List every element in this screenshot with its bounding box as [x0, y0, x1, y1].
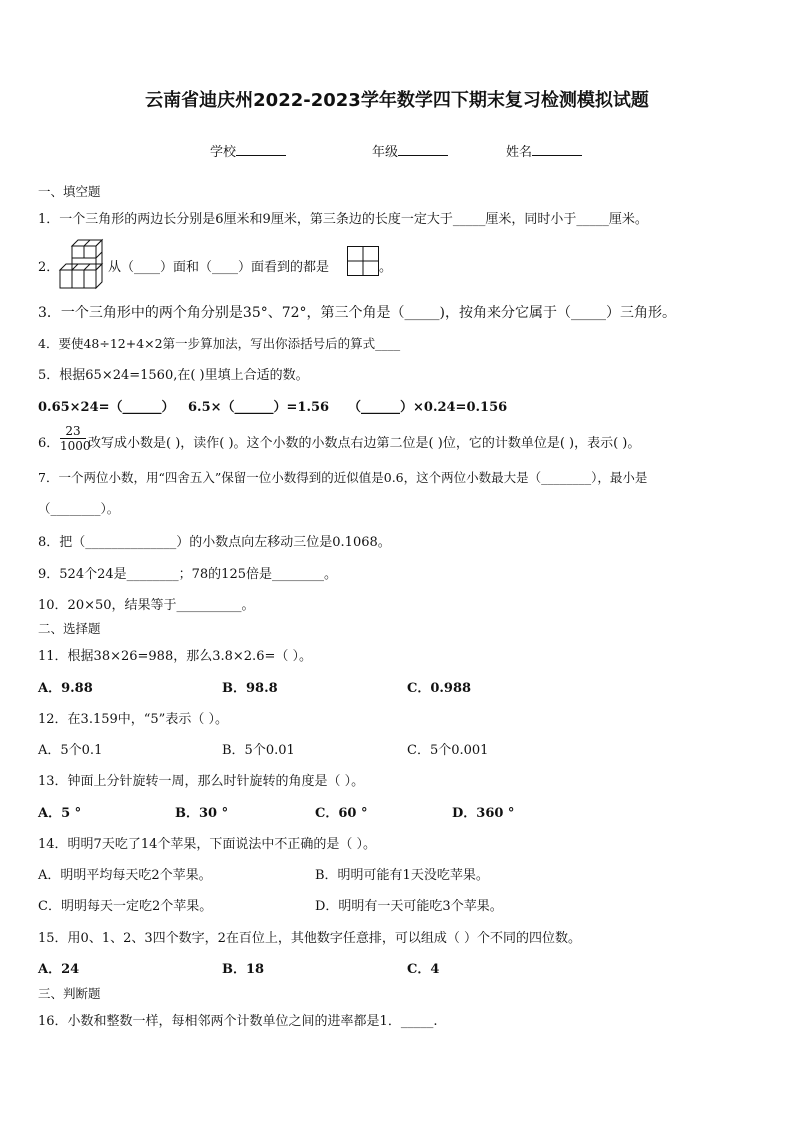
q12-option-c[interactable]: C．5个0.001 [407, 743, 489, 758]
q12-option-b[interactable]: B．5个0.01 [222, 743, 295, 758]
question-10: 10．20×50，结果等于__________。 [38, 598, 255, 613]
question-5-item-1: 0.65×24=（______） [38, 400, 175, 415]
q13-option-c[interactable]: C．60 ° [315, 806, 368, 821]
section-judge: 三、判断题 [38, 986, 101, 1001]
question-5: 5．根据65×24=1560,在( )里填上合适的数。 [38, 368, 309, 383]
question-2-number: 2． [38, 260, 60, 275]
question-11: 11．根据38×26=988，那么3.8×2.6=（ ）。 [38, 649, 312, 664]
fraction-denominator: 1000 [60, 439, 91, 453]
question-5-item-3: （______）×0.24=0.156 [348, 400, 508, 415]
q11-option-a[interactable]: A．9.88 [38, 681, 93, 696]
q11-option-b[interactable]: B．98.8 [222, 681, 278, 696]
name-field [506, 141, 582, 160]
q14-option-c[interactable]: C．明明每天一定吃2个苹果。 [38, 899, 213, 914]
question-7-continued: （________）。 [38, 501, 120, 516]
fraction-numerator: 23 [60, 424, 86, 439]
school-blank[interactable] [236, 141, 286, 156]
grade-label: 年级 [372, 145, 399, 160]
square-grid-figure [347, 246, 379, 276]
question-5-item-2: 6.5×（______）=1.56 [188, 400, 330, 415]
name-blank[interactable] [532, 141, 582, 156]
q15-option-c[interactable]: C．4 [407, 962, 440, 977]
q13-option-a[interactable]: A．5 ° [38, 806, 82, 821]
question-6: 改写成小数是( )，读作( )。这个小数的小数点右边第二位是( )位，它的计数单位是( )，表示( )。 [88, 436, 641, 451]
question-8: 8．把（______________）的小数点向左移动三位是0.1068。 [38, 535, 391, 550]
question-4: 4．要使48÷12+4×2第一步算加法，写出你添括号后的算式____ [38, 336, 401, 351]
q12-option-a[interactable]: A．5个0.1 [38, 743, 103, 758]
name-label: 姓名 [506, 145, 533, 160]
grade-field [372, 141, 448, 160]
q13-option-d[interactable]: D．360 ° [452, 806, 515, 821]
question-1: 1．一个三角形的两边长分别是6厘米和9厘米，第三条边的长度一定大于_____厘米，同时小于_____厘米。 [38, 212, 648, 227]
question-3: 3．一个三角形中的两个角分别是35°、72°，第三个角是（_____)，按角来分它属于（_____）三角形。 [38, 305, 676, 321]
fraction [60, 424, 91, 453]
question-15: 15．用0、1、2、3四个数字，2在百位上，其他数字任意排，可以组成（ ）个不同的四位数。 [38, 931, 582, 946]
question-16: 16．小数和整数一样，每相邻两个计数单位之间的进率都是1．_____. [38, 1014, 438, 1029]
school-field [210, 141, 286, 160]
q13-option-b[interactable]: B．30 ° [175, 806, 229, 821]
page-title: 云南省迪庆州2022-2023学年数学四下期末复习检测模拟试题 [145, 90, 649, 111]
question-12: 12．在3.159中，“5”表示（ ）。 [38, 712, 228, 727]
section-fill-blank: 一、填空题 [38, 184, 101, 199]
q14-option-a[interactable]: A．明明平均每天吃2个苹果。 [38, 868, 212, 883]
cube-stack-figure [58, 238, 108, 290]
q14-option-d[interactable]: D．明明有一天可能吃3个苹果。 [315, 899, 503, 914]
q14-option-b[interactable]: B．明明可能有1天没吃苹果。 [315, 868, 489, 883]
school-label: 学校 [210, 145, 237, 160]
question-13: 13．钟面上分针旋转一周，那么时针旋转的角度是（ ）。 [38, 774, 365, 789]
question-7: 7．一个两位小数，用“四舍五入”保留一位小数得到的近似值是0.6，这个两位小数最大是（________），最小是 [38, 470, 648, 485]
question-2: 从（____）面和（____）面看到的都是 [108, 260, 330, 275]
question-6-number: 6． [38, 436, 60, 451]
q15-option-b[interactable]: B．18 [222, 962, 265, 977]
section-choice: 二、选择题 [38, 621, 101, 636]
grade-blank[interactable] [398, 141, 448, 156]
question-9: 9．524个24是________；78的125倍是________。 [38, 567, 337, 582]
question-2-end: 。 [379, 260, 393, 275]
q15-option-a[interactable]: A．24 [38, 962, 80, 977]
q11-option-c[interactable]: C．0.988 [407, 681, 472, 696]
question-14: 14．明明7天吃了14个苹果，下面说法中不正确的是（ ）。 [38, 837, 376, 852]
